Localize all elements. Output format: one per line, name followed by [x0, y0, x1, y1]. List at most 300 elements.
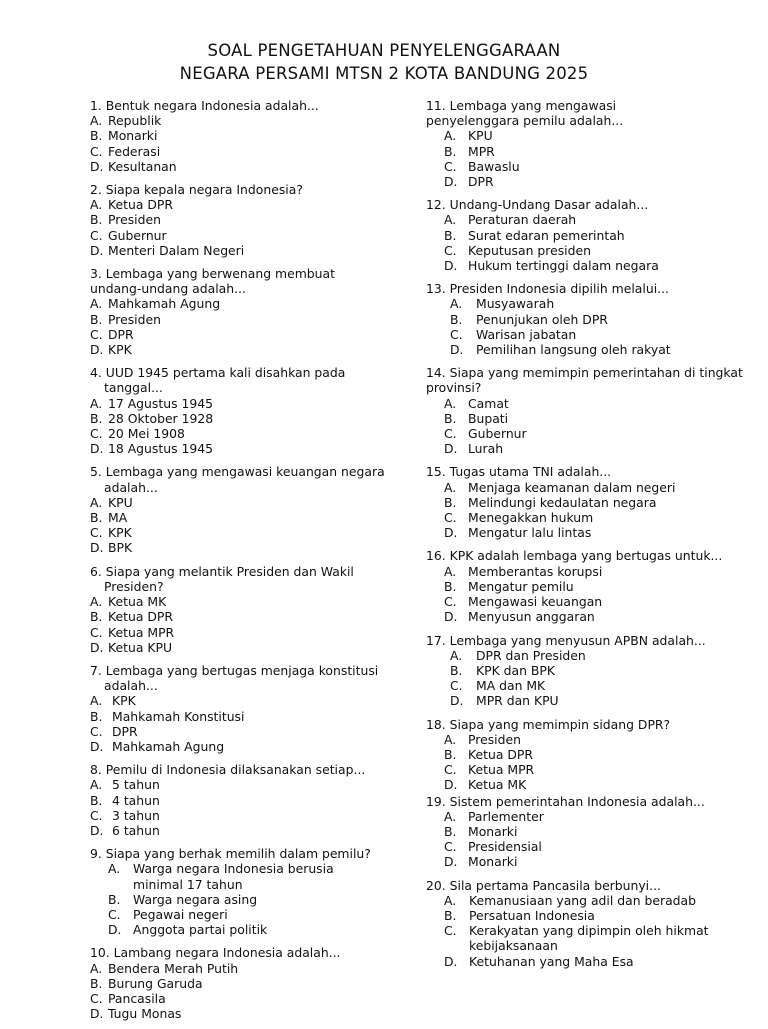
answer-option — [90, 540, 390, 555]
option-letter: D. — [90, 1006, 104, 1022]
option-letter: A. — [444, 479, 457, 495]
answer-option — [90, 396, 390, 411]
question-stem: 14. Siapa yang memimpin pemerintahan di tingkat provinsi? — [426, 365, 743, 396]
option-text: Mahkamah Konstitusi — [112, 708, 245, 724]
option-text: Persatuan Indonesia — [469, 907, 595, 923]
option-text: Bupati — [468, 410, 509, 426]
answer-option — [90, 823, 390, 838]
option-text: MPR dan KPU — [476, 693, 559, 709]
answer-option — [90, 976, 390, 991]
option-text: Penunjukan oleh DPR — [476, 311, 608, 327]
answer-option — [90, 128, 390, 143]
answer-options — [90, 197, 390, 258]
question-1 — [90, 98, 390, 174]
answer-option — [444, 128, 768, 143]
option-text: Kemanusiaan yang adil dan beradab — [469, 892, 696, 908]
question-3 — [90, 266, 390, 357]
option-letter: D. — [444, 525, 458, 541]
answer-option — [90, 525, 390, 540]
option-text: 4 tahun — [112, 792, 160, 808]
option-letter: D. — [444, 258, 458, 274]
option-text: DPR — [112, 723, 138, 739]
answer-option — [90, 724, 390, 739]
option-text: Menyusun anggaran — [468, 609, 595, 625]
option-letter: B. — [444, 410, 457, 426]
option-letter: D. — [90, 242, 104, 258]
answer-option — [90, 961, 390, 976]
question-18 — [426, 717, 768, 793]
answer-option — [444, 441, 768, 456]
option-text: Lurah — [468, 441, 504, 457]
option-text: Presiden — [468, 731, 521, 747]
option-letter: A. — [444, 563, 457, 579]
option-letter: B. — [108, 891, 121, 907]
question-stem: 8. Pemilu di Indonesia dilaksanakan setiap... — [90, 762, 366, 778]
option-text: Gubernur — [108, 227, 167, 243]
option-text: 20 Mei 1908 — [108, 426, 185, 442]
answer-option — [90, 777, 390, 792]
answer-options — [426, 564, 768, 625]
option-text: Ketua MPR — [108, 624, 175, 640]
option-letter: B. — [444, 823, 457, 839]
answer-option — [90, 296, 390, 311]
answer-option — [90, 327, 390, 342]
answer-option — [90, 1006, 390, 1021]
answer-option — [444, 923, 768, 953]
left-column — [90, 98, 390, 1029]
option-text: Surat edaran pemerintah — [468, 227, 625, 243]
answer-options — [90, 296, 390, 357]
answer-option — [444, 824, 768, 839]
answer-option — [90, 808, 390, 823]
answer-option — [90, 793, 390, 808]
answer-options — [90, 594, 390, 655]
option-letter: B. — [450, 311, 463, 327]
answer-option — [450, 342, 768, 357]
answer-option — [450, 663, 768, 678]
answer-option — [108, 922, 390, 937]
option-letter: A. — [90, 693, 103, 709]
answer-option — [90, 693, 390, 708]
option-text: Mahkamah Agung — [112, 738, 225, 754]
option-letter: C. — [444, 158, 457, 174]
answer-option — [444, 426, 768, 441]
answer-option — [90, 739, 390, 754]
option-text: Anggota partai politik — [133, 922, 268, 938]
option-text: Ketua DPR — [468, 746, 533, 762]
option-letter: B. — [90, 975, 103, 991]
option-text: DPR dan Presiden — [476, 647, 586, 663]
question-8 — [90, 762, 390, 838]
question-stem: 9. Siapa yang berhak memilih dalam pemilu? — [90, 846, 371, 862]
option-text: Presidensial — [468, 839, 542, 855]
answer-options — [90, 396, 390, 457]
option-text: Musyawarah — [476, 296, 555, 312]
option-letter: A. — [444, 808, 457, 824]
option-text: Kerakyatan yang dipimpin oleh hikmat kebijaksanaan — [469, 923, 709, 954]
answer-option — [450, 693, 768, 708]
option-text: Keputusan presiden — [468, 242, 591, 258]
answer-option — [444, 228, 768, 243]
question-17 — [426, 633, 768, 709]
answer-options — [90, 113, 390, 174]
answer-options — [426, 396, 768, 457]
question-stem: 10. Lambang negara Indonesia adalah... — [90, 945, 341, 961]
option-letter: B. — [444, 746, 457, 762]
answer-option — [90, 441, 390, 456]
option-text: Warga negara Indonesia berusia minimal 17 tahun — [133, 861, 334, 892]
option-letter: D. — [444, 609, 458, 625]
option-text: Ketua DPR — [108, 197, 173, 213]
option-text: Ketua MK — [468, 777, 527, 793]
option-text: Ketua KPU — [108, 639, 173, 655]
option-text: Camat — [468, 395, 509, 411]
question-14 — [426, 365, 768, 456]
answer-option — [90, 640, 390, 655]
option-text: DPR — [468, 174, 494, 190]
answer-option — [444, 159, 768, 174]
option-text: Mahkamah Agung — [108, 296, 221, 312]
option-letter: B. — [90, 609, 103, 625]
question-stem: 15. Tugas utama TNI adalah... — [426, 464, 612, 480]
answer-option — [450, 678, 768, 693]
answer-option — [444, 212, 768, 227]
answer-option — [90, 495, 390, 510]
option-text: Mengatur pemilu — [468, 578, 574, 594]
option-letter: A. — [90, 594, 103, 610]
option-letter: A. — [444, 128, 457, 144]
option-letter: B. — [450, 662, 463, 678]
option-letter: A. — [444, 212, 457, 228]
option-text: 5 tahun — [112, 777, 160, 793]
option-letter: B. — [90, 212, 103, 228]
answer-option — [444, 411, 768, 426]
answer-option — [444, 144, 768, 159]
option-text: KPK — [108, 525, 132, 541]
option-letter: A. — [450, 647, 463, 663]
answer-option — [90, 426, 390, 441]
option-text: Ketuhanan yang Maha Esa — [469, 953, 634, 969]
option-text: Ketua MPR — [468, 762, 535, 778]
option-letter: A. — [444, 892, 457, 908]
option-text: Bendera Merah Putih — [108, 960, 239, 976]
question-15 — [426, 464, 768, 540]
option-letter: D. — [90, 738, 104, 754]
option-letter: C. — [90, 525, 103, 541]
option-letter: D. — [90, 342, 104, 358]
answer-option — [90, 212, 390, 227]
question-4 — [90, 365, 390, 456]
option-letter: C. — [444, 762, 457, 778]
option-text: Mengawasi keuangan — [468, 594, 603, 610]
document-title-line-2: NEGARA PERSAMI MTSN 2 KOTA BANDUNG 2025 — [179, 64, 589, 83]
option-letter: A. — [90, 296, 103, 312]
option-letter: A. — [444, 395, 457, 411]
answer-option — [444, 762, 768, 777]
option-letter: A. — [90, 113, 103, 129]
option-letter: D. — [108, 922, 122, 938]
answer-options — [426, 893, 768, 969]
answer-option — [90, 144, 390, 159]
answer-option — [444, 396, 768, 411]
option-text: Pancasila — [108, 990, 166, 1006]
question-20 — [426, 878, 768, 969]
option-text: DPR — [108, 326, 134, 342]
option-text: Mengatur lalu lintas — [468, 525, 592, 541]
question-stem: 17. Lembaga yang menyusun APBN adalah... — [426, 632, 706, 648]
option-letter: A. — [108, 861, 121, 877]
question-stem: 20. Sila pertama Pancasila berbunyi... — [426, 877, 661, 893]
option-letter: C. — [450, 326, 463, 342]
option-text: Warisan jabatan — [476, 326, 577, 342]
answer-option — [444, 495, 768, 510]
option-letter: D. — [90, 441, 104, 457]
option-text: Monarki — [468, 823, 518, 839]
option-text: Hukum tertinggi dalam negara — [468, 258, 659, 274]
answer-option — [90, 113, 390, 128]
option-text: Burung Garuda — [108, 975, 203, 991]
question-stem: 2. Siapa kepala negara Indonesia? — [90, 182, 303, 198]
option-text: Menegakkan hukum — [468, 510, 594, 526]
answer-option — [444, 777, 768, 792]
question-12 — [426, 197, 768, 273]
question-7 — [90, 663, 390, 754]
option-text: Menteri Dalam Negeri — [108, 242, 245, 258]
option-letter: D. — [90, 540, 104, 556]
answer-options — [90, 961, 390, 1022]
question-2 — [90, 182, 390, 258]
option-letter: D. — [450, 693, 464, 709]
option-text: KPU — [468, 128, 493, 144]
answer-option — [444, 854, 768, 869]
answer-option — [450, 648, 768, 663]
option-letter: D. — [444, 953, 458, 969]
answer-option — [444, 609, 768, 624]
option-letter: A. — [90, 395, 103, 411]
option-letter: D. — [444, 174, 458, 190]
option-letter: B. — [90, 510, 103, 526]
option-text: BPK — [108, 540, 133, 556]
option-letter: C. — [90, 426, 103, 442]
answer-option — [444, 174, 768, 189]
answer-option — [450, 296, 768, 311]
answer-options — [90, 693, 390, 754]
answer-option — [90, 609, 390, 624]
option-text: MA — [108, 510, 128, 526]
option-text: Kesultanan — [108, 158, 177, 174]
question-16 — [426, 548, 768, 624]
option-text: Monarki — [108, 128, 158, 144]
answer-option — [90, 709, 390, 724]
option-text: Ketua MK — [108, 594, 167, 610]
answer-option — [450, 327, 768, 342]
option-text: Warga negara asing — [133, 891, 258, 907]
option-text: 18 Agustus 1945 — [108, 441, 213, 457]
answer-option — [444, 732, 768, 747]
question-stem: 5. Lembaga yang mengawasi keuangan negara adalah... — [90, 464, 385, 495]
option-text: 3 tahun — [112, 807, 160, 823]
option-letter: B. — [90, 410, 103, 426]
option-letter: B. — [90, 708, 103, 724]
answer-option — [90, 312, 390, 327]
option-text: Memberantas korupsi — [468, 563, 603, 579]
answer-options — [90, 861, 390, 937]
answer-option — [444, 809, 768, 824]
answer-option — [90, 594, 390, 609]
option-text: MA dan MK — [476, 678, 546, 694]
option-letter: C. — [90, 807, 103, 823]
question-stem: 12. Undang-Undang Dasar adalah... — [426, 197, 649, 213]
answer-option — [444, 243, 768, 258]
option-letter: B. — [444, 907, 457, 923]
option-text: KPK dan BPK — [476, 662, 556, 678]
question-5 — [90, 464, 390, 555]
option-letter: C. — [450, 678, 463, 694]
option-letter: C. — [444, 839, 457, 855]
answer-option — [444, 594, 768, 609]
option-text: 28 Oktober 1928 — [108, 410, 214, 426]
option-text: Melindungi kedaulatan negara — [468, 494, 657, 510]
question-stem: 1. Bentuk negara Indonesia adalah... — [90, 98, 319, 113]
option-text: KPK — [112, 693, 136, 709]
answer-options — [426, 296, 768, 357]
option-text: Menjaga keamanan dalam negeri — [468, 479, 676, 495]
answer-option — [444, 954, 768, 969]
option-letter: C. — [90, 723, 103, 739]
answer-options — [426, 212, 768, 273]
answer-option — [108, 892, 390, 907]
option-text: Monarki — [468, 854, 518, 870]
option-letter: C. — [444, 594, 457, 610]
answer-option — [444, 480, 768, 495]
answer-option — [108, 907, 390, 922]
question-10 — [90, 945, 390, 1021]
option-letter: A. — [450, 296, 463, 312]
answer-option — [108, 861, 390, 891]
option-letter: B. — [444, 143, 457, 159]
answer-option — [444, 893, 768, 908]
question-stem: 4. UUD 1945 pertama kali disahkan pada tanggal... — [90, 365, 346, 396]
option-text: Pegawai negeri — [133, 906, 228, 922]
question-stem: 16. KPK adalah lembaga yang bertugas untuk... — [426, 548, 723, 564]
answer-options — [426, 809, 768, 870]
answer-option — [444, 747, 768, 762]
question-13 — [426, 281, 768, 357]
question-stem: 19. Sistem pemerintahan Indonesia adalah... — [426, 793, 705, 809]
question-stem: 11. Lembaga yang mengawasi penyelenggara pemilu adalah... — [426, 98, 624, 129]
option-letter: D. — [90, 822, 104, 838]
option-letter: C. — [90, 624, 103, 640]
option-letter: B. — [90, 128, 103, 144]
option-letter: C. — [90, 326, 103, 342]
question-stem: 6. Siapa yang melantik Presiden dan Wakil Presiden? — [90, 563, 354, 594]
answer-option — [90, 197, 390, 212]
option-letter: D. — [444, 441, 458, 457]
option-text: Ketua DPR — [108, 609, 173, 625]
option-text: Peraturan daerah — [468, 212, 577, 228]
option-letter: C. — [444, 426, 457, 442]
option-text: Gubernur — [468, 426, 527, 442]
option-letter: C. — [444, 242, 457, 258]
option-letter: C. — [90, 227, 103, 243]
question-6 — [90, 564, 390, 655]
answer-option — [444, 525, 768, 540]
option-text: Presiden — [108, 311, 161, 327]
answer-options — [90, 777, 390, 838]
option-text: 17 Agustus 1945 — [108, 395, 213, 411]
option-text: 6 tahun — [112, 822, 160, 838]
answer-options — [426, 480, 768, 541]
option-letter: B. — [90, 792, 103, 808]
option-letter: C. — [90, 143, 103, 159]
answer-option — [90, 159, 390, 174]
option-text: Federasi — [108, 143, 161, 159]
option-letter: C. — [108, 906, 121, 922]
answer-option — [444, 839, 768, 854]
answer-option — [90, 342, 390, 357]
question-11 — [426, 98, 768, 189]
question-9 — [90, 846, 390, 937]
answer-options — [426, 128, 768, 189]
question-stem: 3. Lembaga yang berwenang membuat undang-undang adalah... — [90, 266, 335, 297]
answer-option — [444, 908, 768, 923]
option-letter: B. — [444, 227, 457, 243]
option-letter: A. — [90, 197, 103, 213]
option-letter: D. — [450, 342, 464, 358]
answer-option — [90, 243, 390, 258]
answer-option — [90, 991, 390, 1006]
option-letter: B. — [444, 578, 457, 594]
answer-option — [444, 564, 768, 579]
answer-option — [90, 411, 390, 426]
question-stem: 7. Lembaga yang bertugas menjaga konstitusi adalah... — [90, 662, 379, 694]
option-letter: C. — [444, 923, 457, 939]
question-19 — [426, 794, 768, 870]
option-text: Republik — [108, 113, 162, 129]
option-text: KPU — [108, 494, 133, 510]
answer-options — [90, 495, 390, 556]
option-letter: A. — [90, 960, 103, 976]
option-letter: A. — [90, 777, 103, 793]
answer-option — [90, 625, 390, 640]
option-text: MPR — [468, 143, 495, 159]
option-letter: D. — [90, 158, 104, 174]
option-letter: B. — [90, 311, 103, 327]
option-letter: A. — [444, 731, 457, 747]
option-text: Bawaslu — [468, 158, 520, 174]
option-letter: A. — [90, 494, 103, 510]
option-letter: D. — [90, 639, 104, 655]
answer-option — [444, 579, 768, 594]
answer-option — [90, 228, 390, 243]
question-stem: 13. Presiden Indonesia dipilih melalui... — [426, 281, 669, 297]
option-letter: B. — [444, 494, 457, 510]
answer-option — [444, 510, 768, 525]
answer-option — [444, 258, 768, 273]
option-text: Parlementer — [468, 808, 544, 824]
option-letter: D. — [444, 777, 458, 793]
option-text: Presiden — [108, 212, 161, 228]
option-text: Tugu Monas — [108, 1006, 182, 1022]
answer-option — [90, 510, 390, 525]
answer-option — [450, 312, 768, 327]
document-title-line-1: SOAL PENGETAHUAN PENYELENGGARAAN — [207, 41, 561, 60]
option-letter: C. — [90, 990, 103, 1006]
right-column — [426, 98, 768, 977]
option-letter: C. — [444, 510, 457, 526]
question-stem: 18. Siapa yang memimpin sidang DPR? — [426, 716, 671, 732]
answer-options — [426, 732, 768, 793]
